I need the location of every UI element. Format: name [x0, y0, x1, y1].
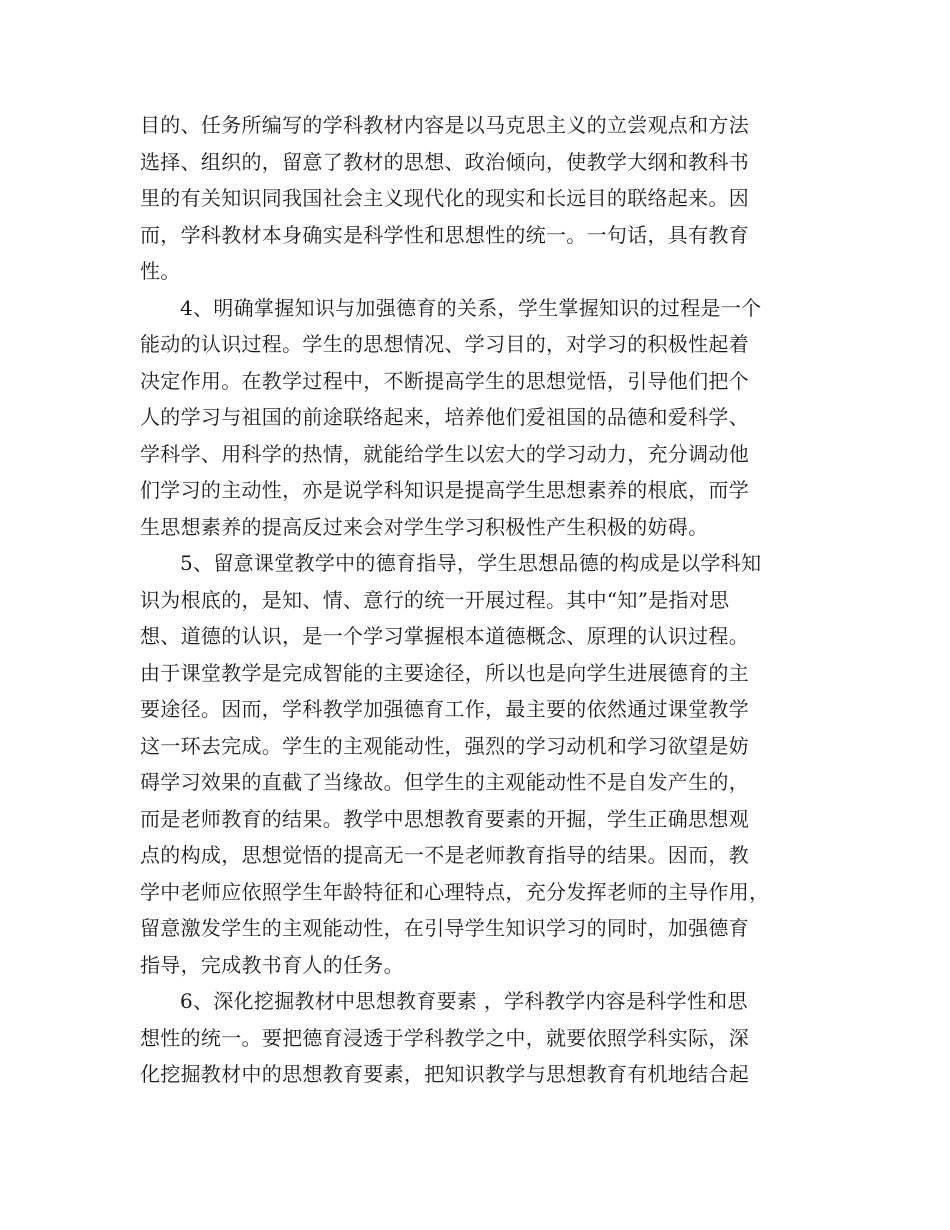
text-line: 生思想素养的提高反过来会对学生学习积极性产生积极的妨碍。 [140, 514, 709, 539]
text-line: 要途径。因而，学科教学加强德育工作，最主要的依然通过课堂教学 [140, 697, 749, 721]
text-line: 选择、组织的，留意了教材的思想、政治倾向，使教学大纲和教科书 [140, 149, 749, 174]
text-line: 想、道德的认识，是一个学习掌握根本道德概念、原理的认识过程。 [140, 624, 749, 648]
paragraph-3 [140, 545, 820, 983]
text-line: 而是老师教育的结果。教学中思想教育要素的开掘，学生正确思想观 [140, 806, 749, 831]
document-body [140, 107, 820, 1093]
text-line: 化挖掘教材中的思想教育要素，把知识教学与思想教育有机地结合起 [140, 1062, 749, 1086]
paragraph-2 [140, 290, 820, 546]
text-line: 人的学习与祖国的前途联络起来，培养他们爱祖国的品德和爱科学、 [140, 405, 749, 429]
text-line: 们学习的主动性，亦是说学科知识是提高学生思想素养的根底，而学 [140, 478, 749, 502]
text-line: 点的构成，思想觉悟的提高无一不是老师教育指导的结果。因而，教 [140, 843, 749, 867]
text-line: 里的有关知识同我国社会主义现代化的现实和长远目的联络起来。因 [140, 186, 749, 210]
text-line: 学科学、用科学的热情，就能给学生以宏大的学习动力，充分调动他 [140, 441, 749, 466]
text-line: 碍学习效果的直截了当缘故。但学生的主观能动性不是自发产生的， [140, 770, 749, 794]
text-line: 学中老师应依照学生年龄特征和心理特点，充分发挥老师的主导作用， [140, 879, 770, 904]
text-line: 6、深化挖掘教材中思想教育要素 ，学科教学内容是科学性和思 [180, 989, 748, 1013]
text-line: 由于课堂教学是完成智能的主要途径，所以也是向学生进展德育的主 [140, 660, 749, 685]
text-line: 识为根底的，是知、情、意行的统一开展过程。其中“知”是指对思 [140, 587, 730, 612]
text-line: 能动的认识过程。学生的思想情况、学习目的，对学习的积极性起着 [140, 332, 749, 356]
text-line: 指导，完成教书育人的任务。 [140, 952, 404, 977]
paragraph-4 [140, 983, 820, 1093]
text-line: 这一环去完成。学生的主观能动性，强烈的学习动机和学习欲望是妨 [140, 733, 749, 758]
text-line: 目的、任务所编写的学科教材内容是以马克思主义的立尝观点和方法 [140, 113, 749, 137]
text-line: 5、留意课堂教学中的德育指导，学生思想品德的构成是以学科知 [180, 551, 762, 575]
text-line: 4、明确掌握知识与加强德育的关系，学生掌握知识的过程是一个 [180, 295, 762, 320]
paragraph-1 [140, 107, 820, 290]
text-line: 留意激发学生的主观能动性，在引导学生知识学习的同时，加强德育 [140, 916, 749, 940]
text-line: 而，学科教材本身确实是科学性和思想性的统一。一句话，具有教育 [140, 222, 749, 247]
text-line: 性。 [140, 259, 181, 283]
text-line: 想性的统一。要把德育浸透于学科教学之中，就要依照学科实际，深 [140, 1025, 749, 1050]
text-line: 决定作用。在教学过程中，不断提高学生的思想觉悟，引导他们把个 [140, 368, 749, 393]
